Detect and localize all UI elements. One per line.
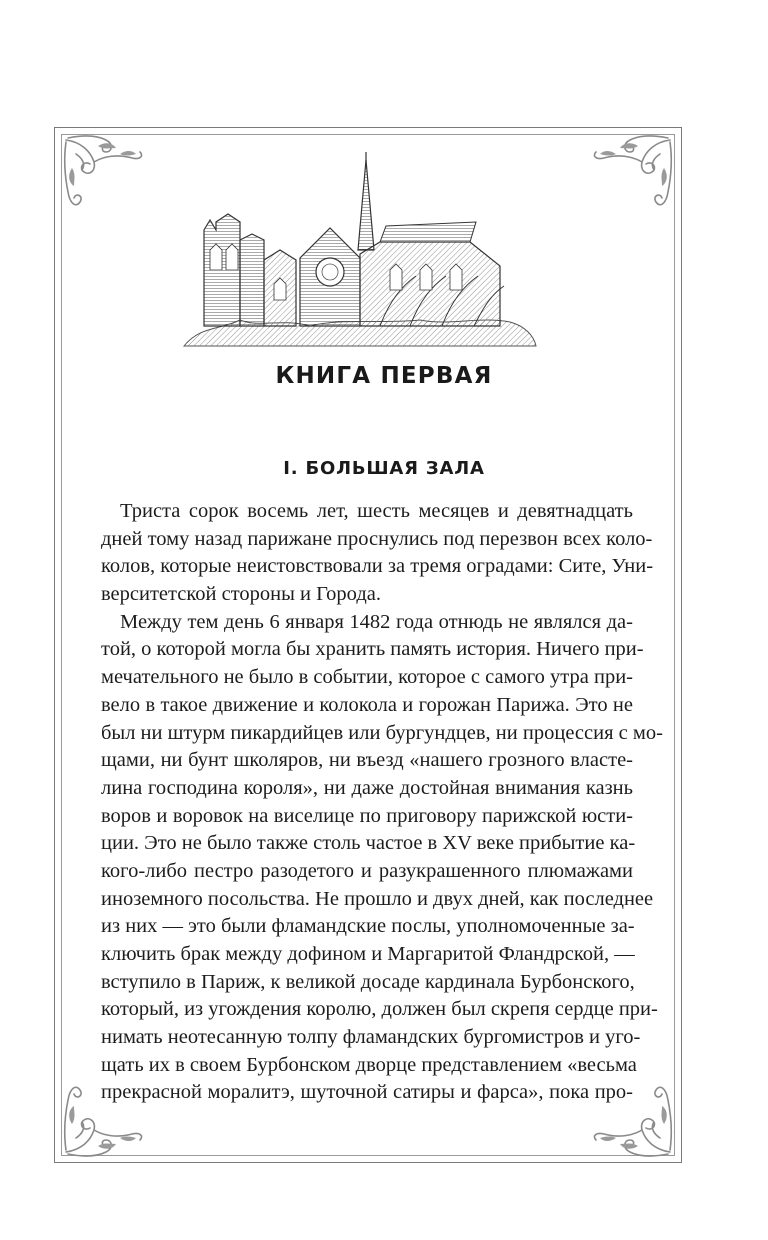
text-line: колов, которые неистовствовали за тремя оградами: Сите, Уни- (101, 555, 654, 578)
text-line: воров и воровок на виселице по приговору парижской юсти- (101, 804, 633, 827)
text-line: который, из угождения королю, должен был скрепя сердце при- (101, 998, 658, 1021)
text-line: щать их в своем Бурбонском дворце представлением «весьма (101, 1053, 637, 1076)
text-line: нимать неотесанную толпу фламандских бургомистров и уго- (101, 1026, 641, 1049)
text-line: иноземного посольства. Не прошло и двух дней, как последнее (101, 887, 654, 910)
cathedral-illustration (180, 150, 540, 350)
book-title: КНИГА ПЕРВАЯ (275, 363, 493, 389)
text-line: лина господина короля», ни даже достойная внимания казнь (101, 776, 633, 799)
text-line: дней тому назад парижане проснулись под перезвон всех коло- (101, 527, 653, 550)
text-line: вело в такое движение и колокола и горожан Парижа. Это не (101, 693, 633, 716)
text-line: Триста сорок восемь лет, шесть месяцев и девятнадцать (120, 500, 633, 522)
text-line: мечательного не было в событии, которое с самого утра при- (101, 666, 634, 689)
text-line: вступило в Париж, к великой досаде кардинала Бурбонского, (101, 970, 635, 993)
body-text (101, 498, 663, 1107)
text-line: прекрасной моралитэ, шуточной сатиры и фарса», пока про- (101, 1081, 633, 1104)
text-line: кого-либо пестро разодетого и разукрашенного плюмажами (101, 859, 633, 882)
text-line: щами, ни бунт школяров, ни въезд «нашего грозного власте- (101, 749, 633, 772)
text-line: ключить брак между дофином и Маргаритой Фландрской, — (101, 943, 635, 965)
text-line: той, о которой могла бы хранить память история. Ничего при- (101, 638, 644, 661)
text-line: Между тем день 6 января 1482 года отнюдь не являлся да- (120, 610, 633, 633)
text-line: из них — это были фламандские послы, уполномоченные за- (101, 915, 635, 938)
corner-ornament-top-right (556, 132, 676, 222)
chapter-title: I. БОЛЬШАЯ ЗАЛА (283, 458, 485, 479)
text-line: ции. Это не было также столь частое в XV веке прибытие ка- (101, 832, 636, 855)
text-line: верситетской стороны и Города. (101, 583, 381, 606)
text-line: был ни штурм пикардийцев или бургундцев, ни процессия с мо- (101, 721, 663, 744)
corner-ornament-top-left (60, 132, 180, 222)
